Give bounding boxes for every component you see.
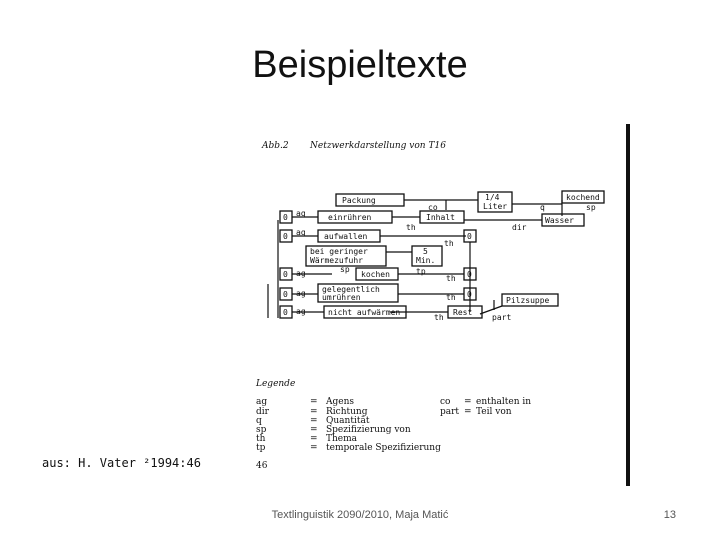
legend-title: Legende bbox=[256, 379, 296, 389]
edge-label-th-4: th bbox=[446, 293, 456, 302]
legend-eq: = bbox=[464, 407, 472, 417]
legend-abbr: sp bbox=[256, 425, 267, 435]
slide-footer: Textlinguistik 2090/2010, Maja Matić bbox=[271, 509, 449, 521]
legend-text: enthalten in bbox=[476, 397, 532, 407]
legend bbox=[256, 397, 531, 453]
node-packung-label: Packung bbox=[342, 196, 376, 205]
edge-label-part: part bbox=[492, 313, 512, 322]
node-minuten-label-1: 5 bbox=[423, 247, 428, 256]
edge-label-ag-4: ag bbox=[296, 289, 306, 298]
legend-abbr: q bbox=[256, 416, 262, 426]
figure-heading-title: Netzwerkdarstellung von T16 bbox=[310, 141, 446, 151]
slide-title: Beispieltexte bbox=[252, 44, 468, 86]
legend-abbr: part bbox=[440, 407, 460, 417]
node-minuten-label-2: Min. bbox=[416, 256, 436, 265]
node-aufwallen-label: aufwallen bbox=[324, 232, 368, 241]
edge-label-q: q bbox=[540, 203, 545, 212]
node-waermezufuhr-label-1: bei geringer bbox=[310, 247, 368, 256]
edge-label-sp-2: sp bbox=[340, 265, 350, 274]
diagram-nodes bbox=[280, 191, 604, 318]
node-wasser-label: Wasser bbox=[545, 216, 574, 225]
legend-abbr: th bbox=[256, 434, 266, 444]
node-zero-4-label: 0 bbox=[283, 270, 288, 279]
legend-text: Spezifizierung von bbox=[326, 425, 411, 435]
node-zero-6-label: 0 bbox=[283, 290, 288, 299]
legend-eq: = bbox=[464, 397, 472, 407]
node-zero-8-label: 0 bbox=[283, 308, 288, 317]
legend-eq: = bbox=[310, 443, 318, 453]
legend-abbr: ag bbox=[256, 397, 268, 407]
legend-eq: = bbox=[310, 425, 318, 435]
node-einruehren-label: einrühren bbox=[328, 213, 372, 222]
page-number: 13 bbox=[663, 509, 676, 521]
edge-label-ag-2: ag bbox=[296, 228, 306, 237]
node-zero-2-label: 0 bbox=[283, 232, 288, 241]
edge-label-th-2: th bbox=[444, 239, 454, 248]
legend-text: Richtung bbox=[326, 407, 368, 417]
source-caption: aus: H. Vater ²1994:46 bbox=[42, 456, 201, 470]
edge-label-dir: dir bbox=[512, 223, 527, 232]
node-zero-7-label: 0 bbox=[467, 290, 472, 299]
edge-label-ag-1: ag bbox=[296, 209, 306, 218]
legend-abbr: tp bbox=[256, 443, 266, 453]
network-diagram-scan bbox=[240, 124, 632, 486]
node-rest-label: Rest bbox=[453, 308, 473, 317]
node-pilzsuppe-label: Pilzsuppe bbox=[506, 296, 550, 305]
edge-label-th-1: th bbox=[406, 223, 416, 232]
legend-eq: = bbox=[310, 407, 318, 417]
edge-label-th-5: th bbox=[434, 313, 444, 322]
legend-eq: = bbox=[310, 434, 318, 444]
node-zero-1-label: 0 bbox=[283, 213, 288, 222]
legend-text: Quantität bbox=[326, 416, 370, 426]
node-zero-3-label: 0 bbox=[467, 232, 472, 241]
edge-label-ag-3: ag bbox=[296, 269, 306, 278]
edge-label-ag-5: ag bbox=[296, 307, 306, 316]
legend-text: Agens bbox=[326, 397, 355, 407]
node-liter-label-1: 1/4 bbox=[485, 193, 500, 202]
edge-label-tp: tp bbox=[416, 267, 426, 276]
network-diagram bbox=[240, 124, 632, 486]
edge-label-sp-1: sp bbox=[586, 203, 596, 212]
edge-label-th-3: th bbox=[446, 274, 456, 283]
figure-page-ref: 46 bbox=[256, 461, 268, 471]
node-waermezufuhr-label-2: Wärmezufuhr bbox=[310, 256, 363, 265]
node-gelegentlich-label-1: gelegentlich bbox=[322, 285, 380, 294]
node-liter-label-2: Liter bbox=[483, 202, 508, 211]
legend-abbr: co bbox=[440, 397, 451, 407]
legend-abbr: dir bbox=[256, 407, 269, 417]
node-nicht-aufwaermen-label: nicht aufwärmen bbox=[328, 308, 401, 317]
legend-eq: = bbox=[310, 416, 318, 426]
figure-heading: Abb.2 bbox=[262, 141, 289, 151]
node-kochen-label: kochen bbox=[361, 270, 390, 279]
edge-label-co: co bbox=[428, 203, 438, 212]
node-zero-5-label: 0 bbox=[467, 270, 472, 279]
node-inhalt-label: Inhalt bbox=[426, 213, 455, 222]
legend-text: temporale Spezifizierung bbox=[326, 443, 441, 453]
legend-eq: = bbox=[310, 397, 318, 407]
node-kochend-label: kochend bbox=[566, 193, 600, 202]
legend-text: Thema bbox=[326, 434, 358, 444]
node-gelegentlich-label-2: umrühren bbox=[322, 293, 361, 302]
legend-text: Teil von bbox=[476, 407, 512, 417]
